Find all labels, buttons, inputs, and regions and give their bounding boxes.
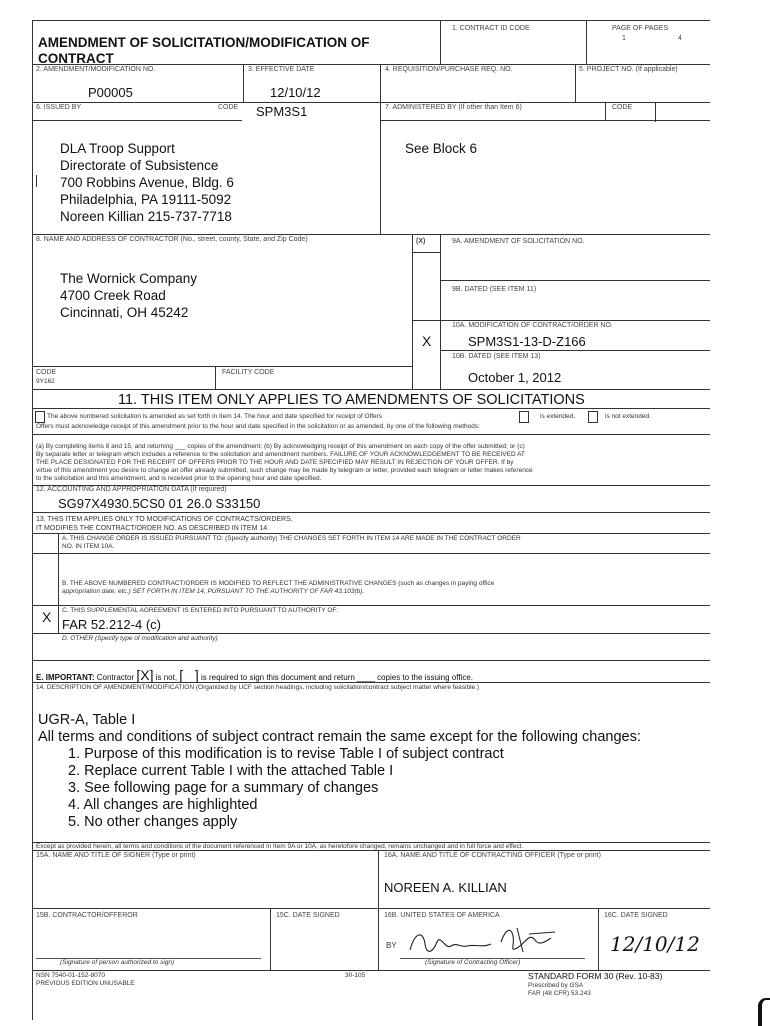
officer-date-signed: 12/10/12: [610, 932, 700, 956]
item13-heading-2: IT MODIFIES THE CONTRACT/ORDER NO. AS DESCRIBED IN ITEM 14.: [36, 525, 270, 532]
effective-date-label: 3. EFFECTIVE DATE: [248, 66, 315, 73]
is-extended-label: is extended,: [540, 413, 576, 420]
item14-list-item: 1. Purpose of this modification is to revise Table I of subject contract: [68, 746, 504, 762]
amend-no: P00005: [88, 85, 133, 100]
officer-date-signed-label: 16C. DATE SIGNED: [604, 912, 668, 919]
contractor-code: 9Y162: [36, 378, 55, 385]
contracting-officer-name: NOREEN A. KILLIAN: [384, 880, 507, 895]
item11-heading: 11. THIS ITEM ONLY APPLIES TO AMENDMENTS OF SOLICITATIONS: [118, 392, 585, 408]
item13-b-line1: B. THE ABOVE NUMBERED CONTRACT/ORDER IS MODIFIED TO REFLECT THE ADMINISTRATIVE CHANGES (such as changes in paying office: [62, 580, 495, 587]
form-code: 30-105: [345, 972, 366, 979]
item11-para-3: THE PLACE DESIGNATED FOR THE RECEIPT OF OFFERS PRIOR TO THE HOUR AND DATE SPECIFIED MAY RESULT IN REJECTION OF YOUR OFFER. If by: [36, 459, 514, 466]
item-e-important: E. IMPORTANT: Contractor [X] is not, [ ] is required to sign this document and return ____ copies to the issuing office.: [36, 667, 473, 683]
item11-para-5: to the solicitation and this amendment, and is received prior to the opening hour and date specified.: [36, 475, 322, 482]
modification-label: 10A. MODIFICATION OF CONTRACT/ORDER NO.: [452, 322, 613, 329]
total-pages: 4: [678, 35, 682, 42]
officer-signature-caption: (Signature of Contracting Officer): [425, 959, 521, 966]
nsn-number: NSN 7540-01-152-8070: [36, 972, 106, 979]
item13-c-line1: C. THIS SUPPLEMENTAL AGREEMENT IS ENTERED INTO PURSUANT TO AUTHORITY OF:: [62, 607, 339, 614]
amend-solicitation-label: 9A. AMENDMENT OF SOLICITATION NO.: [452, 238, 585, 245]
item14-list-item: 3. See following page for a summary of changes: [68, 780, 379, 796]
item14-line-2: All terms and conditions of subject contract remain the same except for the following changes:: [38, 729, 641, 745]
issued-by-code-label: CODE: [218, 104, 239, 111]
item11-line1: The above numbered solicitation is amended as set forth in Item 14. The hour and date specified for receipt of Offers: [47, 413, 383, 420]
issued-by-label: 6. ISSUED BY: [36, 104, 82, 111]
officer-signature: [405, 922, 585, 962]
officer-name-label: 16A. NAME AND TITLE OF CONTRACTING OFFICER (Type or print): [384, 852, 601, 859]
accounting-value: SG97X4930.5CS0 01 26.0 S33150: [58, 496, 261, 511]
item13-b-line2: appropriation date, etc.) SET FORTH IN ITEM 14, PURSUANT TO THE AUTHORITY OF FAR 43.103(b).: [62, 588, 365, 595]
modification-number: SPM3S1-13-D-Z166: [468, 334, 586, 349]
item14-label: 14. DESCRIPTION OF AMENDMENT/MODIFICATION (Organized by UCF section headings, including solicitation/contract subject matter where feasible.): [36, 684, 480, 691]
item13-a-line1: A. THIS CHANGE ORDER IS ISSUED PURSUANT TO: (Specify authority) THE CHANGES SET FORTH IN ITEM 14 ARE MADE IN THE CONTRACT ORDER: [62, 535, 521, 542]
requisition-label: 4. REQUISITION/PURCHASE REQ. NO.: [385, 66, 513, 73]
item14-list-item: 2. Replace current Table I with the attached Table I: [68, 763, 394, 779]
form-title: AMENDMENT OF SOLICITATION/MODIFICATION OF CONTRACT: [38, 35, 370, 66]
form-left-border: [32, 20, 33, 1020]
far-reference: FAR (48 CFR) 53.243: [528, 990, 591, 997]
dated-10b-label: 10B. DATED (SEE ITEM 13): [452, 353, 541, 360]
contractor-signature-caption: (Signature of person authorized to sign): [60, 959, 175, 966]
united-states-label: 16B. UNITED STATES OF AMERICA: [384, 912, 500, 919]
contractor-label: 8. NAME AND ADDRESS OF CONTRACTOR (No., street, county, State, and Zip Code): [36, 236, 308, 243]
item13-c-value: FAR 52.212-4 (c): [62, 617, 161, 632]
item13-a-line2: NO. IN ITEM 10A.: [62, 543, 115, 550]
administered-code-label: CODE: [612, 104, 633, 111]
item11-para-1: (a) By completing items 8 and 15, and returning ___ copies of the amendment; (b) By acknowledging receipt of this amendment on each copy of the offer submitted; or (c): [36, 443, 525, 450]
modification-mark: X: [422, 333, 432, 349]
project-no-label: 5. PROJECT NO. (If applicable): [579, 66, 678, 73]
issuer-address: DLA Troop Support Directorate of Subsistence 700 Robbins Avenue, Bldg. 6 Philadelphia, PA 19111-5092 Noreen Killian 215-737-7718: [60, 141, 234, 224]
contractor-code-label: CODE: [36, 369, 57, 376]
is-extended-box[interactable]: [519, 411, 529, 423]
accounting-label: 12. ACCOUNTING AND APPROPRIATION DATA (If required): [36, 486, 227, 493]
item11-para-4: virtue of this amendment you desire to change an offer already submitted, such change may be made by telegram or letter, provided each telegram or letter makes reference: [36, 467, 533, 474]
item14-line-1: UGR-A, Table I: [38, 712, 136, 728]
is-not-extended-label: is not extended.: [605, 413, 651, 420]
standard-form-label: STANDARD FORM 30 (Rev. 10-83): [528, 971, 663, 981]
item11-line2: Offers must acknowledge receipt of this amendment prior to the hour and date specified in the solicitation or as amended, by one of the following methods:: [36, 423, 480, 430]
contract-id-code-label: 1. CONTRACT ID CODE: [452, 25, 530, 32]
signer-name-label: 15A. NAME AND TITLE OF SIGNER (Type or print): [36, 852, 196, 859]
dated-10b: October 1, 2012: [468, 370, 562, 385]
contractor-offeror-label: 15B. CONTRACTOR/OFFEROR: [36, 912, 138, 919]
item13-c-mark: X: [42, 609, 52, 625]
page-edge-mark: [758, 998, 770, 1026]
x-column-label: (X): [416, 238, 426, 245]
page-of-pages-label: PAGE OF PAGES: [612, 25, 669, 32]
facility-code-label: FACILITY CODE: [222, 369, 275, 376]
solicitation-amended-box[interactable]: [35, 411, 45, 423]
item11-para-2: By separate letter or telegram which includes a reference to the solicitation and amendment numbers. FAILURE OF YOUR ACKNOWLEDGEMENT TO BE RECEIVED AT: [36, 451, 525, 458]
except-clause: Except as provided herein, all terms and conditions of the document referenced in Item 9A or 10A, as heretofore changed, remains unchanged and in full force and effect.: [36, 843, 524, 850]
issued-by-code: SPM3S1: [256, 104, 308, 119]
page-number: 1: [622, 35, 626, 42]
contractor-address: The Wornick Company 4700 Creek Road Cincinnati, OH 45242: [60, 271, 198, 320]
prescribed-by: Prescribed by GSA: [528, 982, 584, 989]
form-top-border: [32, 20, 710, 21]
item14-list-item: 5. No other changes apply: [68, 814, 238, 830]
administered-by-value: See Block 6: [405, 141, 478, 156]
by-label: BY: [386, 941, 397, 950]
amend-no-label: 2. AMENDMENT/MODIFICATION NO.: [36, 66, 156, 73]
previous-edition-note: PREVIOUS EDITION UNUSABLE: [36, 980, 135, 987]
administered-by-label: 7. ADMINISTERED BY (If other than Item 6): [385, 104, 522, 111]
effective-date: 12/10/12: [270, 85, 321, 100]
item13-d-line1: D. OTHER (Specify type of modification and authority): [62, 635, 218, 642]
dated-9b-label: 9B. DATED (SEE ITEM 11): [452, 286, 537, 293]
is-not-extended-box[interactable]: [588, 411, 598, 423]
item14-list-item: 4. All changes are highlighted: [68, 797, 258, 813]
contractor-date-signed-label: 15C. DATE SIGNED: [276, 912, 340, 919]
item13-heading-1: 13. THIS ITEM APPLIES ONLY TO MODIFICATIONS OF CONTRACTS/ORDERS,: [36, 516, 293, 523]
